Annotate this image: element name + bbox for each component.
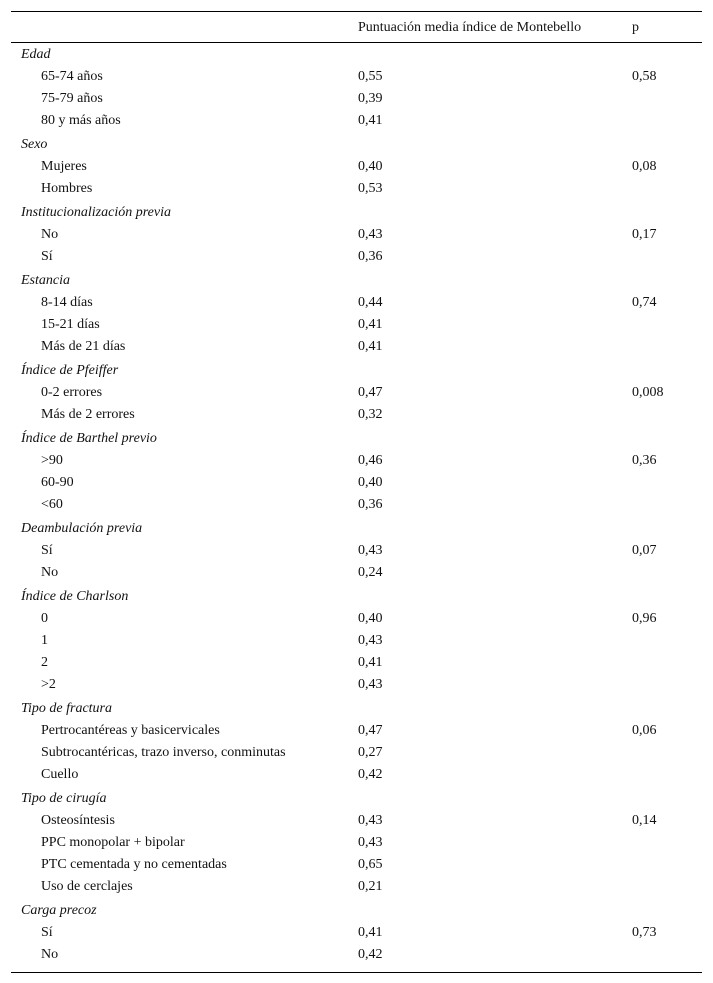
- group-title: Tipo de cirugía: [21, 791, 107, 806]
- table-row: [11, 742, 702, 764]
- row-p-value: 0,06: [632, 723, 657, 738]
- row-mean-score: 0,43: [358, 543, 383, 558]
- table-row: [11, 224, 702, 246]
- row-label: Más de 21 días: [41, 339, 126, 354]
- table-row: [11, 810, 702, 832]
- row-label: 0: [41, 611, 48, 626]
- table-row: [11, 630, 702, 652]
- variable-group: [11, 698, 702, 786]
- row-label: Uso de cerclajes: [41, 879, 133, 894]
- table-row: [11, 88, 702, 110]
- row-label: 60-90: [41, 475, 74, 490]
- row-p-value: 0,08: [632, 159, 657, 174]
- table-row: [11, 854, 702, 876]
- group-title: Carga precoz: [21, 903, 97, 918]
- header-mean-score: Puntuación media índice de Montebello: [358, 20, 582, 35]
- row-mean-score: 0,43: [358, 633, 383, 648]
- table-row: [11, 156, 702, 178]
- group-title: Institucionalización previa: [21, 205, 171, 220]
- table-row: [11, 494, 702, 516]
- table-row: [11, 404, 702, 426]
- table-header: [11, 12, 702, 43]
- row-label: 75-79 años: [41, 91, 103, 106]
- table-row: [11, 944, 702, 966]
- row-mean-score: 0,21: [358, 879, 383, 894]
- table-row: [11, 608, 702, 630]
- table-row: [11, 382, 702, 404]
- row-p-value: 0,07: [632, 543, 657, 558]
- variable-group: [11, 360, 702, 426]
- row-label: Hombres: [41, 181, 93, 196]
- table-row: [11, 314, 702, 336]
- header-p-value: p: [632, 20, 639, 35]
- row-mean-score: 0,41: [358, 925, 383, 940]
- row-label: <60: [41, 497, 63, 512]
- row-mean-score: 0,41: [358, 655, 383, 670]
- group-title: Índice de Pfeiffer: [21, 363, 119, 378]
- row-label: Cuello: [41, 767, 79, 782]
- row-label: 2: [41, 655, 48, 670]
- row-label: 0-2 errores: [41, 385, 103, 400]
- row-mean-score: 0,65: [358, 857, 383, 872]
- montebello-table: [11, 11, 702, 973]
- table-row: [11, 922, 702, 944]
- row-label: Osteosíntesis: [41, 813, 115, 828]
- row-mean-score: 0,47: [358, 385, 383, 400]
- table-row: [11, 292, 702, 314]
- row-mean-score: 0,39: [358, 91, 383, 106]
- row-mean-score: 0,44: [358, 295, 383, 310]
- row-p-value: 0,96: [632, 611, 657, 626]
- table-row: [11, 674, 702, 696]
- row-mean-score: 0,43: [358, 835, 383, 850]
- row-label: Sí: [41, 543, 53, 558]
- table-row: [11, 652, 702, 674]
- group-title: Índice de Charlson: [21, 589, 129, 604]
- table-row: [11, 562, 702, 584]
- group-title: Edad: [21, 47, 51, 62]
- row-label: Pertrocantéreas y basicervicales: [41, 723, 220, 738]
- row-label: Más de 2 errores: [41, 407, 135, 422]
- variable-group: [11, 134, 702, 200]
- variable-group: [11, 788, 702, 898]
- row-label: 15-21 días: [41, 317, 100, 332]
- row-mean-score: 0,53: [358, 181, 383, 196]
- row-label: No: [41, 947, 59, 962]
- table-row: [11, 720, 702, 742]
- variable-group: [11, 44, 702, 132]
- variable-group: [11, 586, 702, 696]
- variable-group: [11, 202, 702, 268]
- row-p-value: 0,74: [632, 295, 657, 310]
- row-mean-score: 0,42: [358, 947, 383, 962]
- row-label: >90: [41, 453, 63, 468]
- row-label: No: [41, 565, 59, 580]
- row-label: PPC monopolar + bipolar: [41, 835, 185, 850]
- table-row: [11, 876, 702, 898]
- row-label: >2: [41, 677, 56, 692]
- row-mean-score: 0,41: [358, 317, 383, 332]
- row-label: 8-14 días: [41, 295, 93, 310]
- row-mean-score: 0,36: [358, 249, 383, 264]
- group-title: Sexo: [21, 137, 48, 152]
- variable-group: [11, 518, 702, 584]
- row-p-value: 0,14: [632, 813, 657, 828]
- group-title: Estancia: [21, 273, 70, 288]
- group-title: Índice de Barthel previo: [21, 431, 157, 446]
- variable-group: [11, 270, 702, 358]
- row-mean-score: 0,40: [358, 611, 383, 626]
- row-p-value: 0,36: [632, 453, 657, 468]
- row-mean-score: 0,41: [358, 339, 383, 354]
- table-row: [11, 472, 702, 494]
- row-mean-score: 0,32: [358, 407, 383, 422]
- row-mean-score: 0,36: [358, 497, 383, 512]
- table-row: [11, 450, 702, 472]
- row-label: 80 y más años: [41, 113, 121, 128]
- row-label: 1: [41, 633, 48, 648]
- row-label: Sí: [41, 249, 53, 264]
- row-label: Subtrocantéricas, trazo inverso, conminutas: [41, 745, 286, 760]
- table-row: [11, 764, 702, 786]
- row-label: Sí: [41, 925, 53, 940]
- table-row: [11, 336, 702, 358]
- row-label: PTC cementada y no cementadas: [41, 857, 227, 872]
- row-label: Mujeres: [41, 159, 87, 174]
- row-mean-score: 0,43: [358, 813, 383, 828]
- table-row: [11, 832, 702, 854]
- row-mean-score: 0,47: [358, 723, 383, 738]
- row-p-value: 0,73: [632, 925, 657, 940]
- row-mean-score: 0,27: [358, 745, 383, 760]
- table-row: [11, 540, 702, 562]
- table-row: [11, 178, 702, 200]
- table-row: [11, 66, 702, 88]
- row-label: 65-74 años: [41, 69, 103, 84]
- table-row: [11, 246, 702, 268]
- row-mean-score: 0,43: [358, 677, 383, 692]
- row-mean-score: 0,55: [358, 69, 383, 84]
- table-row: [11, 110, 702, 132]
- row-mean-score: 0,40: [358, 159, 383, 174]
- table-body: [11, 43, 702, 973]
- row-mean-score: 0,41: [358, 113, 383, 128]
- group-title: Tipo de fractura: [21, 701, 113, 716]
- variable-group: [11, 900, 702, 966]
- variable-group: [11, 428, 702, 516]
- row-mean-score: 0,43: [358, 227, 383, 242]
- row-label: No: [41, 227, 59, 242]
- row-p-value: 0,17: [632, 227, 657, 242]
- row-mean-score: 0,46: [358, 453, 383, 468]
- row-mean-score: 0,40: [358, 475, 383, 490]
- row-mean-score: 0,42: [358, 767, 383, 782]
- row-mean-score: 0,24: [358, 565, 383, 580]
- row-p-value: 0,008: [632, 385, 664, 400]
- row-p-value: 0,58: [632, 69, 657, 84]
- group-title: Deambulación previa: [21, 521, 143, 536]
